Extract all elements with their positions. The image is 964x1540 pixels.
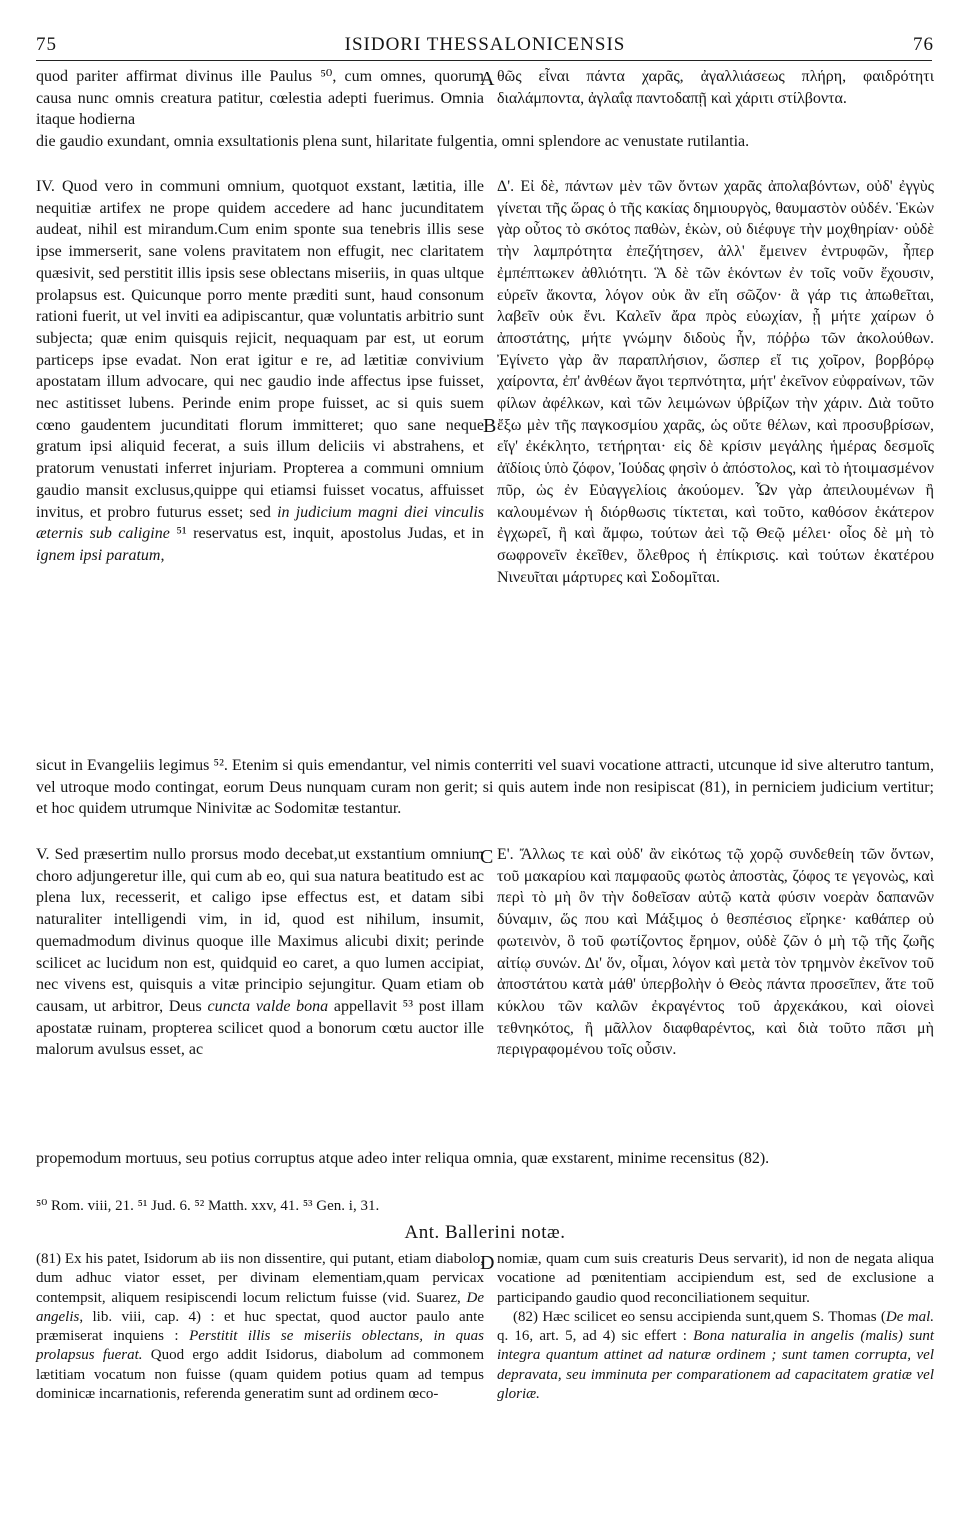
note-81-quote: Perstitit illis se miseriis oblectans, in quas prolapsus fuerat.: [36, 1328, 484, 1364]
latin-section-v-text-b: appellavit ⁵³ post illam apostatæ ruinam, propterea scilicet quod a bonorum cœtu auctor ille malorum avulsus esset, ac: [36, 997, 485, 1059]
latin-fullwidth-section-v: propemodum mortuus, seu potius corruptus atque adeo inter reliqua omnia, quæ exstarent, minime recensitus (82).: [36, 1150, 770, 1167]
running-title: ISIDORI THESSALONICENSIS: [344, 34, 626, 55]
margin-mark-a: A: [480, 68, 495, 90]
note-82-quote: Bona naturalia in angelis (malis) sunt integra quantum attinet ad naturæ ordinem ; sunt tamen corrupta, vel depravata, seu imminuta per comparationem ad capacitatem gratiæ vel gloriæ.: [497, 1328, 934, 1403]
greek-section-v: Ε'. Ἄλλως τε καὶ οὐδ' ἂν εἰκότως τῷ χορῷ συνδεθείη τῶν ὄντων, τοῦ μακαρίου καὶ παμφαοῦς φωτὸς ἀποστὰς, ζόφος τε γεγονὼς, καὶ περὶ τὸ μὴ ὂν τὴν δοθεῖσαν αὐτῷ κατὰ φύσιν νοερὰν δαπανῶν δύναμιν, ὥς που καὶ Μάξιμος ὁ θεσπέσιος εἴρηκε· καθάπερ οὐ φωτεινὸν, ὃ τοῦ φωτίζοντος ἔρημον, οὐδὲ ζῶν ὁ μὴ τῷ τῆς ζωῆς αἰτίῳ συνών. Δι' ὅν, οἶμαι, λόγον καὶ μετὰ τὸν τρημνὸν ἐκεῖνον τοῦ ἀποστάτου κατὰ μάθ' ὑπερβολὴν ὁ Θεὸς πάντα προσεῖπεν, ἅτε τοῦ κύκλου τῶν καλῶν ἐκραγέντος τοῦ ἀρχεκάκου, καὶ οἱονεὶ τεθνηκότος, ἢ μᾶλλον διαφθαρέντος, καὶ διὰ τοῦτο πᾶσι μὴ περιγραφομένου τοῖς οὖσιν.: [497, 846, 934, 1059]
latin-section-v-quote: cuncta valde bona: [207, 997, 329, 1015]
latin-section-iv-quote-1: in judicium magni diei vinculis æternis sub caligine: [36, 503, 485, 543]
note-81-text-c: Quod ergo addit Isidorus, diabolum ad commonem lætitiam vocatum non fuisse (quam quidem potius quam ad tempus dominicæ incarnationis, referenda generatim sunt ad ordinem œco-: [36, 1347, 484, 1403]
margin-mark-c: C: [480, 846, 494, 868]
note-81-text-b: , lib. viii, cap. 4) : et huc spectat, quod auctor paulo ante præmiserat inquiens :: [36, 1308, 484, 1345]
latin-section-v: [36, 844, 484, 1061]
page-number-left: 75: [36, 34, 57, 55]
latin-section-iv-text-b: ⁵¹ reservatus est, inquit, apostolus Judas, et in: [169, 525, 484, 543]
notes-heading: Ant. Ballerini notæ.: [404, 1222, 566, 1243]
latin-paragraph-intro: quod pariter affirmat divinus ille Paulus ⁵⁰, cum omnes, quorum causa nunc omnis creatura patitur, cœlestia adepti fuerimus. Omnia itaque hodierna: [36, 68, 484, 129]
latin-section-iv-text-a: IV. Quod vero in communi omnium, quotquot exstant, lætitia, ille nequitiæ artifex ne prope quidem accedere ad hanc jucunditatem audeat, nihil est mirandum.Cum enim sponte sua tenebris illis sese ipse immerserit, sane volens pravitatem non effugit, nec claritatem quæsivit, sed perstitit illis ipsis sese oblectans miseriis, in quas ultque prolapsus est. Quicunque porro mente præditi sunt, haud consonum rationi fuerit, ut vel inviti ea adipiscantur, quæ voluntatis arbitrio sunt subjecta; quæ enim quisquis rejicit, nequaquam par est, ut eorum particeps ipse evadat. Non erat igitur e re, ad lætitiæ convivium apostatam illum advocare, qui nec gaudio inde affectus ipse fuisset, nec astitisset lubens. Perinde enim prope fuisset, ac si quis suem cœno gaudentem jucunditati florum immitteret; quo sane neque gratum ipsi aliquid fecerat, a suis illum deliciis vi abstrahens, et pratorum venustati inferret injuriam. Propterea a communi omnium gaudio mansit exclusus,quippe qui etiamsi fuisset vocatus, affuisset invitus, et probro futurus esset; sed: [36, 178, 484, 521]
note-81: [36, 1250, 484, 1404]
header-rule: [36, 60, 932, 61]
margin-mark-d: D: [480, 1252, 495, 1274]
latin-section-iv-quote-2: ignem ipsi paratum,: [36, 546, 165, 564]
note-82: [497, 1308, 934, 1404]
note-82-text-b: q. 16, art. 5, ad 4) sic effert :: [497, 1328, 694, 1345]
running-header: [36, 34, 934, 58]
notes-right-column: [497, 1250, 934, 1404]
note-81-work-title: De angelis: [36, 1289, 484, 1325]
note-82-text-a: (82) Hæc scilicet eo sensu accipienda sunt,quem S. Thomas (: [513, 1308, 886, 1325]
latin-section-iv: [36, 176, 484, 567]
latin-fullwidth-section-iv: sicut in Evangeliis legimus ⁵². Etenim si quis emendantur, vel nimis conterriti vel suavi vocatione attracti, utcunque id sive alterutro tantum, vel utroque modo contingat, eorum Deus nunquam curam non gerit; si quis autem inde non resipiscat (81), in perniciem judicium vertitur; et hoc quidem utrumque Ninivitæ ac Sodomitæ testantur.: [36, 757, 934, 818]
scripture-footnotes: ⁵⁰ Rom. viii, 21. ⁵¹ Jud. 6. ⁵² Matth. xxv, 41. ⁵³ Gen. i, 31.: [36, 1198, 380, 1214]
greek-paragraph-intro: θῶς εἶναι πάντα χαρᾶς, ἀγαλλιάσεως πλήρη, φαιδρότητι διαλάμποντα, ἀγλαΐᾳ παντοδαπῇ καὶ χάριτι στίλβοντα.: [497, 68, 934, 107]
greek-section-iv: Δ'. Εἰ δὲ, πάντων μὲν τῶν ὄντων χαρᾶς ἀπολαβόντων, οὐδ' ἐγγὺς γίνεται τῆς ὥρας ὁ τῆς κακίας δημιουργὸς, θαυμαστὸν οὐδέν. Ἑκὼν γὰρ οὗτος τὸ σκότος παθὼν, ἑκὼν, οὐ διέφυγε τὴν μοχθηρίαν· οὐδὲ τὴν λαμπρότητα ἐπεζήτησεν, ἀλλ' ἔμεινεν ἐντρυφῶν, ἧπερ ἐμπέπτωκεν ἀθλιότητι. Ἃ δὲ τῶν ἑκόντων ἐν τοῖς νοῦν ἔχουσιν, εὑρεῖν ἄκοντα, λόγον οὐκ ἂν εἴη σῶζον· ἃ γάρ τις ἀπωθεῖται, λαβεῖν οὐκ ἔνι. Καλεῖν ἄρα πρὸς εὐωχίαν, ᾗ μήτε χαίρων ὁ ἀποστάτης, μήτε γνώμην διδοὺς ἦν, πόῤῥω τῶν ἀκολούθων. Ἐγίνετο γὰρ ἂν παραπλήσιον, ὥσπερ εἴ τις χοῖρον, βορβόρῳ χαίροντα, ἐπ' ἀνθέων ἄγοι τερπνότητα, μήτ' ἐκεῖνον εὐφραίνων, τῶν φίλων ἀφέλκων, καὶ τῶν λειμώνων ὑβρίζων τὴν χάριν. Διὰ τοῦτο ἔξω μὲν τῆς παγκοσμίου χαρᾶς, ὡς οὔτε θέλων, καὶ προσυβρίσων, εἴγ' ἐκέκλητο, τετήρηται· εἰς δὲ κρίσιν μεγάλης ἡμέρας δεσμοῖς ἀϊδίοις ὑπὸ ζόφον, Ἰούδας φησὶν ὁ ἀπόστολος, καὶ τὸ ἡτοιμασμένον πῦρ, ὡς ἐν Εὐαγγελίοις ἀκούομεν. Ὧν γὰρ ἀπειλουμένων ἢ καλουμένων ἡ διόρθωσις τίκτεται, καὶ τοῦτο, καθόσον ἑκάτερον ἐγχωρεῖ, ἢ καὶ ἄμφω, τούτων ἀεὶ τῷ Θεῷ μέλει· οἷος δὲ μὴ τὸ σωφρονεῖν ἐκεῖθεν, ὄλεθρος ἡ ἐπίκρισις. καὶ τούτων ἑκατέρου Νινευῖται μάρτυρες καὶ Σοδομῖται.: [497, 178, 934, 586]
page-number-right: 76: [913, 34, 934, 55]
latin-section-v-text-a: V. Sed præsertim nullo prorsus modo decebat,ut exstantium omnium choro adjungeretur ille, qui cum ab eo, qui sua natura beatitudo est ac plena lux, recesserit, et caligo ipse effectus est, et datam sibi naturaliter intelligendi vim, in id, quod est nihilum, insumit, quemadmodum divinus quoque ille Maximus alicubi dixit; perinde scilicet ac lucidum non est, quidquid eo caret, a quo lumen accipiat, nec vivens est, quisquis a vitæ principio sejungitur. Quam etiam ob causam, ut arbitror, Deus: [36, 846, 484, 1015]
note-81-text-a: (81) Ex his patet, Isidorum ab iis non dissentire, qui putant, etiam diabolo, dum adhuc viator esset, per divinam elementiam,quam pervicax contempsit, aliquem resipiscendi locum relictum fuisse (vid. Suarez,: [36, 1251, 484, 1306]
latin-fullwidth-intro: die gaudio exundant, omnia exsultationis plena sunt, hilaritate fulgentia, omni splendore ac venustate rutilantia.: [36, 133, 750, 150]
margin-mark-b: B: [483, 415, 497, 437]
note-82-work-title: De mal.: [885, 1308, 934, 1325]
note-81-continued: nomiæ, quam cum suis creaturis Deus servarit), id non de negata aliqua vocatione ad pœnitentiam accipiendum est, sed de exclusione a participando gaudio quod reconciliationem sequitur.: [497, 1251, 934, 1306]
